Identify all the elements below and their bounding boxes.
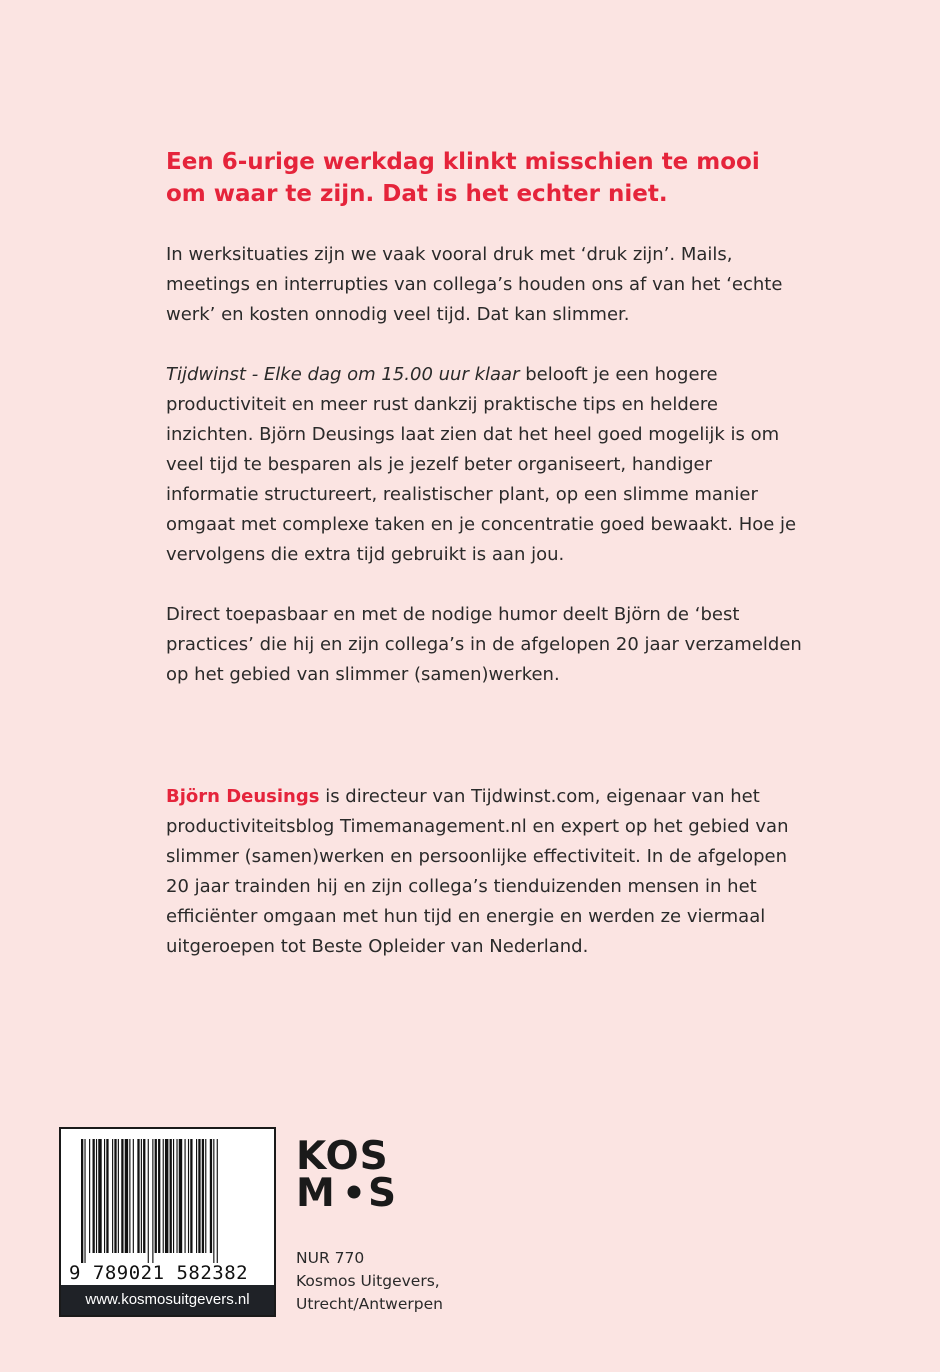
barcode-bar bbox=[190, 1139, 192, 1253]
barcode-bar bbox=[84, 1139, 85, 1263]
publisher-name: Kosmos Uitgevers, bbox=[296, 1272, 440, 1290]
barcode-bar bbox=[118, 1139, 119, 1253]
barcode-box bbox=[59, 1127, 276, 1317]
barcode-bar bbox=[217, 1139, 218, 1263]
barcode-bar bbox=[188, 1139, 189, 1253]
barcode-bar bbox=[81, 1139, 83, 1263]
barcode-bar bbox=[202, 1139, 204, 1253]
best-practices-paragraph: Direct toepasbaar en met de nodige humor deelt Björn de ‘best practices’ die hij en zijn collega’s in de afgelopen 20 jaar verzamelden op het gebied van slimmer (samen)werken. bbox=[166, 604, 802, 685]
author-name: Björn Deusings bbox=[166, 786, 320, 807]
barcode-bar bbox=[96, 1139, 97, 1253]
kosmos-logo bbox=[296, 1136, 400, 1210]
publisher-location: Utrecht/Antwerpen bbox=[296, 1295, 443, 1313]
publisher-website[interactable]: www.kosmosuitgevers.nl bbox=[61, 1285, 274, 1315]
barcode-bar bbox=[185, 1139, 186, 1253]
barcode-bar bbox=[163, 1139, 164, 1253]
barcode-bar bbox=[170, 1139, 172, 1253]
barcode-bar bbox=[155, 1139, 157, 1253]
barcode-bar bbox=[213, 1139, 214, 1263]
barcode-bar bbox=[158, 1139, 160, 1253]
author-bio-text: is directeur van Tijdwinst.com, eigenaar van het productiviteitsblog Timemanagement.nl en expert op het gebied van slimmer (samen)werken en persoonlijke effectiviteit. In de afgelopen 20 jaar trainden hij en zijn collega’s tienduizenden mensen in het efficiënter omgaan met hun tijd en energie en werden ze viermaal uitgeroepen tot Beste Opleider van Nederland. bbox=[166, 786, 789, 957]
barcode-bar bbox=[112, 1139, 113, 1253]
book-description-paragraph bbox=[166, 360, 806, 570]
barcode-bar bbox=[196, 1139, 197, 1253]
book-title-italic: Tijdwinst - Elke dag om 15.00 uur klaar bbox=[166, 364, 520, 385]
back-cover-text bbox=[166, 146, 806, 992]
barcode-bar bbox=[176, 1139, 177, 1253]
barcode-icon bbox=[71, 1139, 266, 1263]
barcode-bar bbox=[152, 1139, 153, 1263]
barcode-bar bbox=[114, 1139, 116, 1253]
barcode-bar bbox=[198, 1139, 200, 1253]
barcode-bar bbox=[89, 1139, 90, 1253]
book-description-text: belooft je een hogere productiviteit en meer rust dankzij praktische tips en heldere inzichten. Björn Deusings laat zien dat het heel goed mogelijk is om veel tijd te besparen als je jezelf beter organiseert, handiger informatie structureert, realistischer plant, op een slimme manier omgaat met complexe taken en je concentratie goed bewaakt. Hoe je vervolgens die extra tijd gebruikt is aan jou. bbox=[166, 364, 797, 565]
logo-line1: KOS bbox=[296, 1136, 389, 1179]
isbn-number: 9 789021 582382 bbox=[69, 1262, 249, 1284]
barcode-bar bbox=[179, 1139, 182, 1253]
barcode-bar bbox=[98, 1139, 101, 1253]
barcode-bar bbox=[143, 1139, 145, 1253]
author-bio bbox=[166, 782, 806, 962]
barcode-bar bbox=[133, 1139, 134, 1253]
barcode-bar bbox=[104, 1139, 105, 1253]
logo-dot-icon bbox=[348, 1186, 361, 1199]
barcode-bar bbox=[129, 1139, 130, 1253]
barcode-bar bbox=[141, 1139, 142, 1253]
barcode-bar bbox=[148, 1139, 149, 1263]
barcode-bar bbox=[93, 1139, 95, 1253]
barcode-bar bbox=[121, 1139, 123, 1253]
logo-line2-right: S bbox=[368, 1171, 397, 1210]
barcode-bar bbox=[137, 1139, 139, 1253]
barcode-bar bbox=[165, 1139, 168, 1253]
nur-code: NUR 770 bbox=[296, 1249, 365, 1267]
headline: Een 6-urige werkdag klinkt misschien te mooi om waar te zijn. Dat is het echter niet. bbox=[166, 149, 760, 207]
publisher-info bbox=[296, 1247, 443, 1316]
logo-line2-left: M bbox=[296, 1171, 335, 1210]
barcode-bar bbox=[205, 1139, 206, 1253]
intro-paragraph: In werksituaties zijn we vaak vooral druk met ‘druk zijn’. Mails, meetings en interrupties van collega’s houden ons af van het ‘echte werk’ en kosten onnodig veel tijd. Dat kan slimmer. bbox=[166, 244, 783, 325]
barcode-bar bbox=[210, 1139, 212, 1253]
barcode-bar bbox=[106, 1139, 108, 1253]
barcode-bar bbox=[125, 1139, 128, 1253]
barcode-bar bbox=[173, 1139, 174, 1253]
